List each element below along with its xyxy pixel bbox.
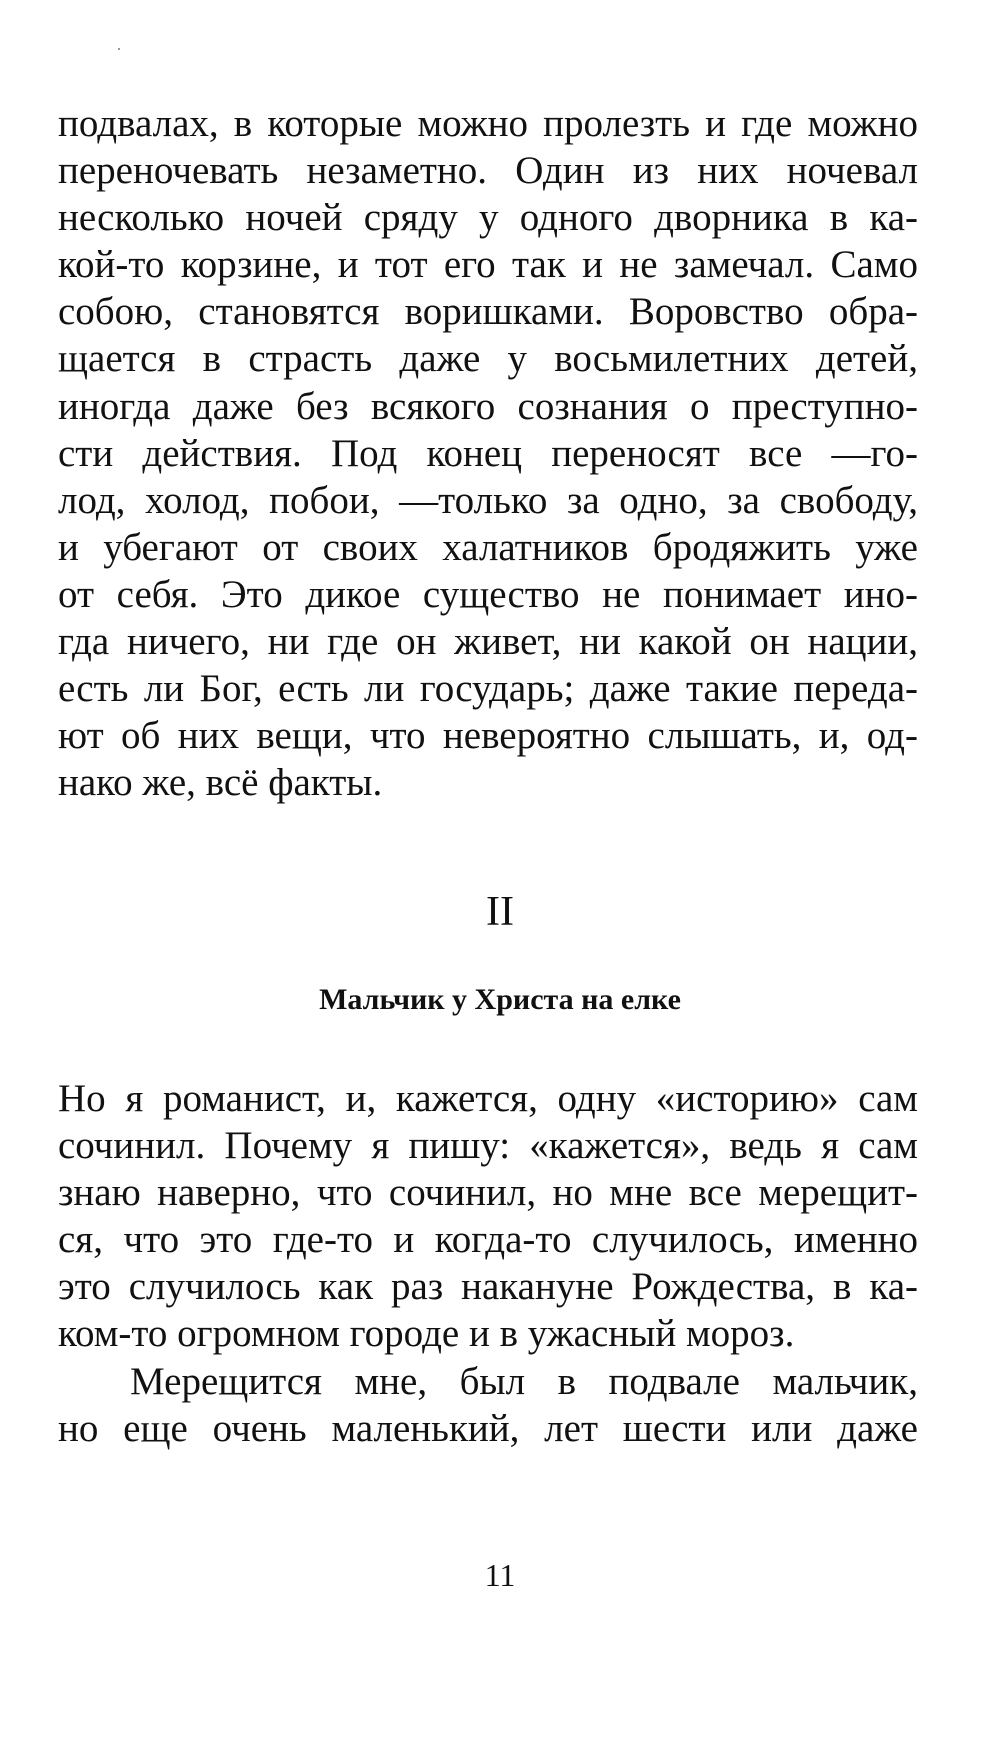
text-line: но еще очень маленький, лет шести или даже	[58, 1406, 918, 1450]
text-line: Но я романист, и, кажется, одну «историю» сам	[58, 1077, 918, 1120]
text-line: собою, становятся воришками. Воровство обра-	[58, 290, 918, 334]
text-line: несколько ночей сряду у одного дворника в ка-	[58, 196, 918, 240]
text-line: сти действия. Под конец переносят все —го-	[58, 431, 918, 475]
text-line: переночевать незаметно. Один из них ночевал	[58, 149, 918, 193]
paragraph-story-start	[58, 1358, 918, 1452]
chapter-number: II	[486, 889, 514, 935]
chapter-title: Мальчик у Христа на елке	[319, 983, 681, 1016]
text-line: и убегают от своих халатников бродяжить уже	[58, 525, 918, 569]
chapter-body	[58, 1075, 918, 1452]
text-line: знаю наверно, что сочинил, но мне все мерещит-	[58, 1171, 918, 1215]
print-speck	[118, 48, 120, 50]
text-line: Мерещится мне, был в подвале мальчик,	[130, 1359, 918, 1403]
text-line: ют об них вещи, что невероятно слышать, и, од-	[58, 714, 918, 758]
text-line: иногда даже без всякого сознания о преступно-	[58, 384, 918, 428]
text-line: лод, холод, побои, —только за одно, за свободу,	[58, 478, 918, 522]
text-line: от себя. Это дикое существо не понимает ино-	[58, 572, 918, 616]
text-line: это случилось как раз накануне Рождества, в ка-	[58, 1265, 918, 1309]
text-line: нако же, всё факты.	[58, 761, 383, 805]
text-line: кой-то корзине, и тот его так и не замечал. Само	[58, 243, 918, 287]
text-line: гда ничего, ни где он живет, ни какой он нации,	[58, 620, 918, 664]
page-number: 11	[484, 1557, 516, 1593]
paragraph-continued	[58, 100, 918, 806]
paragraph-intro	[58, 1075, 918, 1358]
text-line: щается в страсть даже у восьмилетних детей,	[58, 337, 918, 381]
text-line: подвалах, в которые можно пролезть и где можно	[58, 102, 918, 145]
text-line: ком-то огромном городе и в ужасный мороз.	[58, 1312, 795, 1356]
text-line: сочинил. Почему я пишу: «кажется», ведь я сам	[58, 1124, 918, 1168]
text-line: есть ли Бог, есть ли государь; даже такие переда-	[58, 667, 918, 711]
text-line: ся, что это где-то и когда-то случилось, именно	[58, 1218, 918, 1262]
